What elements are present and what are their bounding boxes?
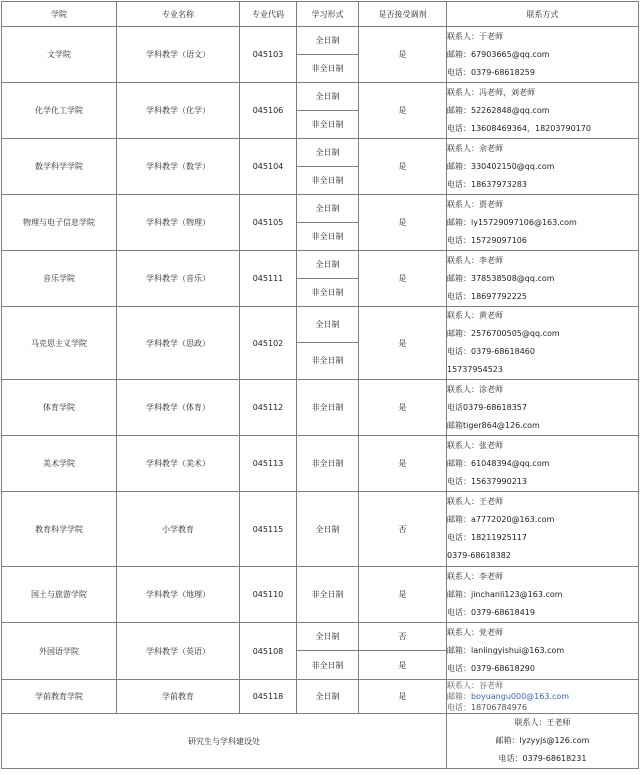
- header-major: 专业名称: [117, 2, 240, 27]
- cell-contact: [447, 195, 639, 251]
- contact-line: 联系人：李老师: [447, 571, 503, 581]
- cell-code: 045113: [240, 436, 297, 492]
- cell-code: 045115: [240, 492, 297, 567]
- contact-email-line: [447, 691, 638, 702]
- cell-adjust: 否: [359, 623, 447, 651]
- cell-major: 学科教学（体育）: [117, 380, 240, 436]
- cell-major: 学科教学（化学）: [117, 83, 240, 139]
- cell-code: 045112: [240, 380, 297, 436]
- table-row: [2, 139, 639, 167]
- contact-line: 电话：0379-68618460: [447, 347, 535, 356]
- contact-line: 邮箱：67903665@qq.com: [447, 49, 550, 59]
- contact-line: 邮箱：378538508@qq.com: [447, 273, 555, 283]
- table-row: [2, 567, 639, 623]
- cell-college: 学前教育学院: [2, 680, 117, 714]
- header-contact: 联系方式: [447, 2, 639, 27]
- header-form: 学习形式: [297, 2, 359, 27]
- contact-line: 联系人：贾老师: [447, 199, 503, 209]
- cell-form: 全日制: [297, 492, 359, 567]
- table-row: [2, 680, 639, 714]
- contact-line: 联系人：谷老师: [447, 681, 503, 690]
- contact-line: 15737954523: [447, 365, 503, 374]
- table-row: [2, 623, 639, 651]
- contact-line: 电话0379-68618357: [447, 402, 527, 412]
- contact-line: 0379-68618382: [447, 551, 511, 560]
- table-row: [2, 307, 639, 343]
- cell-form: 非全日制: [297, 342, 359, 379]
- contact-line: 邮箱：lanlingyishui@163.com: [447, 646, 565, 655]
- cell-adjust: 否: [359, 492, 447, 567]
- cell-major: 小学教育: [117, 492, 240, 567]
- cell-major: 学科教学（地理）: [117, 567, 240, 623]
- cell-contact: [447, 251, 639, 307]
- contact-line: 电话：18211925117: [447, 533, 527, 542]
- contact-line: 电话：0379-68618290: [447, 664, 535, 673]
- contact-line: 电话：0379-68618419: [447, 607, 535, 617]
- office-name: 研究生与学科建设处: [2, 714, 447, 769]
- cell-code: 045106: [240, 83, 297, 139]
- cell-form: 全日制: [297, 83, 359, 111]
- cell-adjust: 是: [359, 680, 447, 714]
- table-row: [2, 195, 639, 223]
- contact-line: 联系人：余老师: [447, 143, 503, 153]
- contact-email-link[interactable]: boyuangu000@163.com: [471, 692, 570, 701]
- cell-college: 国土与旅游学院: [2, 567, 117, 623]
- cell-college: 物理与电子信息学院: [2, 195, 117, 251]
- cell-form: 非全日制: [297, 111, 359, 139]
- table-row: [2, 27, 639, 55]
- contact-line: 联系人：党老师: [447, 628, 503, 637]
- contact-line: 邮箱：2576700505@qq.com: [447, 329, 560, 338]
- contact-line: 邮箱：lyzyyjs@126.com: [495, 736, 590, 745]
- cell-adjust: 是: [359, 307, 447, 380]
- cell-college: 美术学院: [2, 436, 117, 492]
- cell-college: 体育学院: [2, 380, 117, 436]
- cell-major: 学科教学（思政）: [117, 307, 240, 380]
- cell-college: 文学院: [2, 27, 117, 83]
- cell-form: 非全日制: [297, 55, 359, 83]
- cell-contact: [447, 27, 639, 83]
- table-row: [2, 492, 639, 567]
- cell-major: 学前教育: [117, 680, 240, 714]
- table-row: [2, 380, 639, 436]
- contact-email-label: 邮箱：: [447, 692, 471, 701]
- table-footer-row: [2, 714, 639, 769]
- contact-line: 电话：0379-68618259: [447, 67, 535, 77]
- cell-adjust: 是: [359, 27, 447, 83]
- contact-line: 电话：15729097106: [447, 235, 527, 245]
- cell-adjust: 是: [359, 567, 447, 623]
- cell-adjust: 是: [359, 651, 447, 680]
- contact-line: 电话：13608469364，18203790170: [447, 123, 591, 133]
- cell-contact: [447, 623, 639, 680]
- cell-code: 045104: [240, 139, 297, 195]
- cell-adjust: 是: [359, 436, 447, 492]
- cell-major: 学科教学（数学）: [117, 139, 240, 195]
- cell-major: 学科教学（英语）: [117, 623, 240, 680]
- enrollment-table: [1, 1, 639, 769]
- cell-contact: [447, 492, 639, 567]
- contact-line: 邮箱：330402150@qq.com: [447, 161, 555, 171]
- contact-line: 邮箱tiger864@126.com: [447, 420, 540, 430]
- cell-form: 全日制: [297, 307, 359, 343]
- cell-contact: [447, 380, 639, 436]
- cell-college: 外国语学院: [2, 623, 117, 680]
- cell-form: 全日制: [297, 680, 359, 714]
- cell-college: 音乐学院: [2, 251, 117, 307]
- cell-form: 全日制: [297, 251, 359, 279]
- cell-code: 045108: [240, 623, 297, 680]
- cell-college: 化学化工学院: [2, 83, 117, 139]
- cell-adjust: 是: [359, 195, 447, 251]
- contact-line: 邮箱：ly15729097106@163.com: [447, 217, 577, 227]
- cell-form: 非全日制: [297, 436, 359, 492]
- contact-line: 联系人：李老师: [447, 255, 503, 265]
- contact-line: 联系人：王老师: [447, 497, 503, 506]
- cell-contact: [447, 436, 639, 492]
- cell-form: 全日制: [297, 623, 359, 651]
- cell-code: 045102: [240, 307, 297, 380]
- contact-line: 电话：18706784976: [447, 703, 527, 712]
- contact-line: 联系人：黄老师: [447, 311, 503, 320]
- contact-line: 电话：15637990213: [447, 476, 527, 486]
- cell-contact: [447, 83, 639, 139]
- contact-line: 电话：18637973283: [447, 179, 527, 189]
- cell-code: 045103: [240, 27, 297, 83]
- cell-form: 非全日制: [297, 380, 359, 436]
- cell-form: 全日制: [297, 195, 359, 223]
- cell-major: 学科教学（音乐）: [117, 251, 240, 307]
- cell-form: 非全日制: [297, 223, 359, 251]
- table-row: [2, 83, 639, 111]
- cell-contact: [447, 307, 639, 380]
- header-adjust: 是否接受调剂: [359, 2, 447, 27]
- cell-code: 045111: [240, 251, 297, 307]
- cell-contact: [447, 567, 639, 623]
- cell-code: 045110: [240, 567, 297, 623]
- cell-college: 数学科学学院: [2, 139, 117, 195]
- contact-line: 联系人：冯老师，刘老师: [447, 87, 535, 97]
- contact-line: 联系人：张老师: [447, 440, 503, 450]
- contact-line: 联系人：涂老师: [447, 384, 503, 394]
- cell-form: 非全日制: [297, 167, 359, 195]
- contact-line: 邮箱：a7772020@163.com: [447, 515, 555, 524]
- table-row: [2, 436, 639, 492]
- header-college: 学院: [2, 2, 117, 27]
- table-row: [2, 251, 639, 279]
- cell-adjust: 是: [359, 380, 447, 436]
- header-code: 专业代码: [240, 2, 297, 27]
- contact-line: 邮箱：52262848@qq.com: [447, 105, 550, 115]
- cell-adjust: 是: [359, 139, 447, 195]
- contact-line: 联系人：于老师: [447, 31, 503, 41]
- cell-code: 045118: [240, 680, 297, 714]
- cell-adjust: 是: [359, 83, 447, 139]
- cell-form: 全日制: [297, 139, 359, 167]
- contact-line: 电话：0379-68618231: [498, 754, 587, 763]
- contact-line: 电话：18697792225: [447, 291, 527, 301]
- cell-college: 马克思主义学院: [2, 307, 117, 380]
- table-header-row: [2, 2, 639, 27]
- cell-code: 045105: [240, 195, 297, 251]
- cell-contact: [447, 714, 639, 769]
- contact-line: 邮箱：jinchanli123@163.com: [447, 589, 563, 599]
- contact-line: 邮箱：61048394@qq.com: [447, 458, 550, 468]
- cell-form: 全日制: [297, 27, 359, 55]
- contact-line: 联系人：王老师: [514, 718, 571, 727]
- cell-major: 学科教学（语文）: [117, 27, 240, 83]
- cell-contact: [447, 680, 639, 714]
- cell-form: 非全日制: [297, 567, 359, 623]
- cell-adjust: 是: [359, 251, 447, 307]
- cell-college: 教育科学学院: [2, 492, 117, 567]
- cell-major: 学科教学（美术）: [117, 436, 240, 492]
- cell-contact: [447, 139, 639, 195]
- cell-form: 非全日制: [297, 651, 359, 680]
- cell-major: 学科教学（物理）: [117, 195, 240, 251]
- cell-form: 非全日制: [297, 279, 359, 307]
